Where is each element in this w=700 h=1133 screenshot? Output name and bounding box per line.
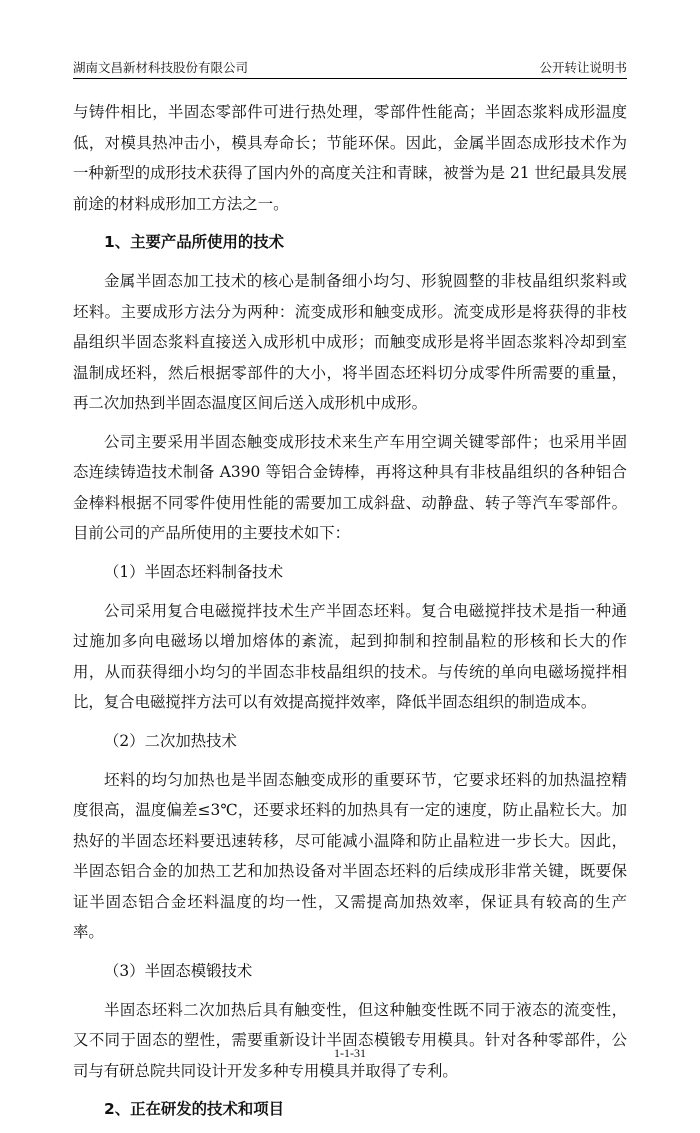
subheading-3: （3）半固态模锻技术 [104,961,253,980]
paragraph-4: 坯料的均匀加热也是半固态触变成形的重要环节，它要求坯料的加热温控精度很高，温度偏差≤3℃，还要求坯料的加热具有一定的速度，防止晶粒长大。加热好的半固态坯料要迅速转移，尽可能减小温降和防止晶粒进一步长大。因此，半固态铝合金的加热工艺和加热设备对半固态坯料的后续成形非常关键，既要保证半固态铝合金坯料温度的均一性，又需提高加热效率，保证具有较高的生产率。 [73,770,627,941]
paragraph-intro: 与铸件相比，半固态零部件可进行热处理，零部件性能高；半固态浆料成形温度低，对模具热冲击小，模具寿命长；节能环保。因此，金属半固态成形技术作为一种新型的成形技术获得了国内外的高度关注和青睐，被誉为是 21 世纪最具发展前途的材料成形加工方法之一。 [73,103,627,213]
subheading-2: （2）二次加热技术 [104,731,237,750]
document-title: 公开转让说明书 [539,60,627,75]
paragraph-3: 公司采用复合电磁搅拌技术生产半固态坯料。复合电磁搅拌技术是指一种通过施加多向电磁场以增加熔体的紊流，起到抑制和控制晶粒的形核和长大的作用，从而获得细小均匀的半固态非枝晶组织的技术。与传统的单向电磁场搅拌相比，复合电磁搅拌方法可以有效提高搅拌效率，降低半固态组织的制造成本。 [73,601,627,711]
paragraph-2: 公司主要采用半固态触变成形技术来生产车用空调关键零部件；也采用半固态连续铸造技术制备 A390 等铝合金铸棒，再将这种具有非枝晶组织的各种铝合金棒料根据不同零件使用性能的需要加工成斜盘、动静盘、转子等汽车零部件。目前公司的产品所使用的主要技术如下： [73,432,627,542]
section-heading-1: 1、主要产品所使用的技术 [104,233,285,251]
subheading-1: （1）半固态坯料制备技术 [104,562,284,581]
paragraph-5: 半固态坯料二次加热后具有触变性，但这种触变性既不同于液态的流变性，又不同于固态的塑性，需要重新设计半固态模锻专用模具。针对各种零部件，公司与有研总院共同设计开发多种专用模具并取得了专利。 [73,1000,627,1080]
paragraph-1: 金属半固态加工技术的核心是制备细小均匀、形貌圆整的非枝晶组织浆料或坯料。主要成形方法分为两种：流变成形和触变成形。流变成形是将获得的非枝晶组织半固态浆料直接送入成形机中成形；而触变成形是将半固态浆料冷却到室温制成坯料，然后根据零部件的大小，将半固态坯料切分成零件所需要的重量，再二次加热到半固态温度区间后送入成形机中成形。 [73,272,627,412]
company-name: 湖南文昌新材科技股份有限公司 [73,60,249,75]
page-number: 1-1-31 [334,1046,366,1060]
section-heading-2: 2、正在研发的技术和项目 [104,1100,285,1118]
page-content [73,97,627,1133]
page-header [73,56,627,79]
